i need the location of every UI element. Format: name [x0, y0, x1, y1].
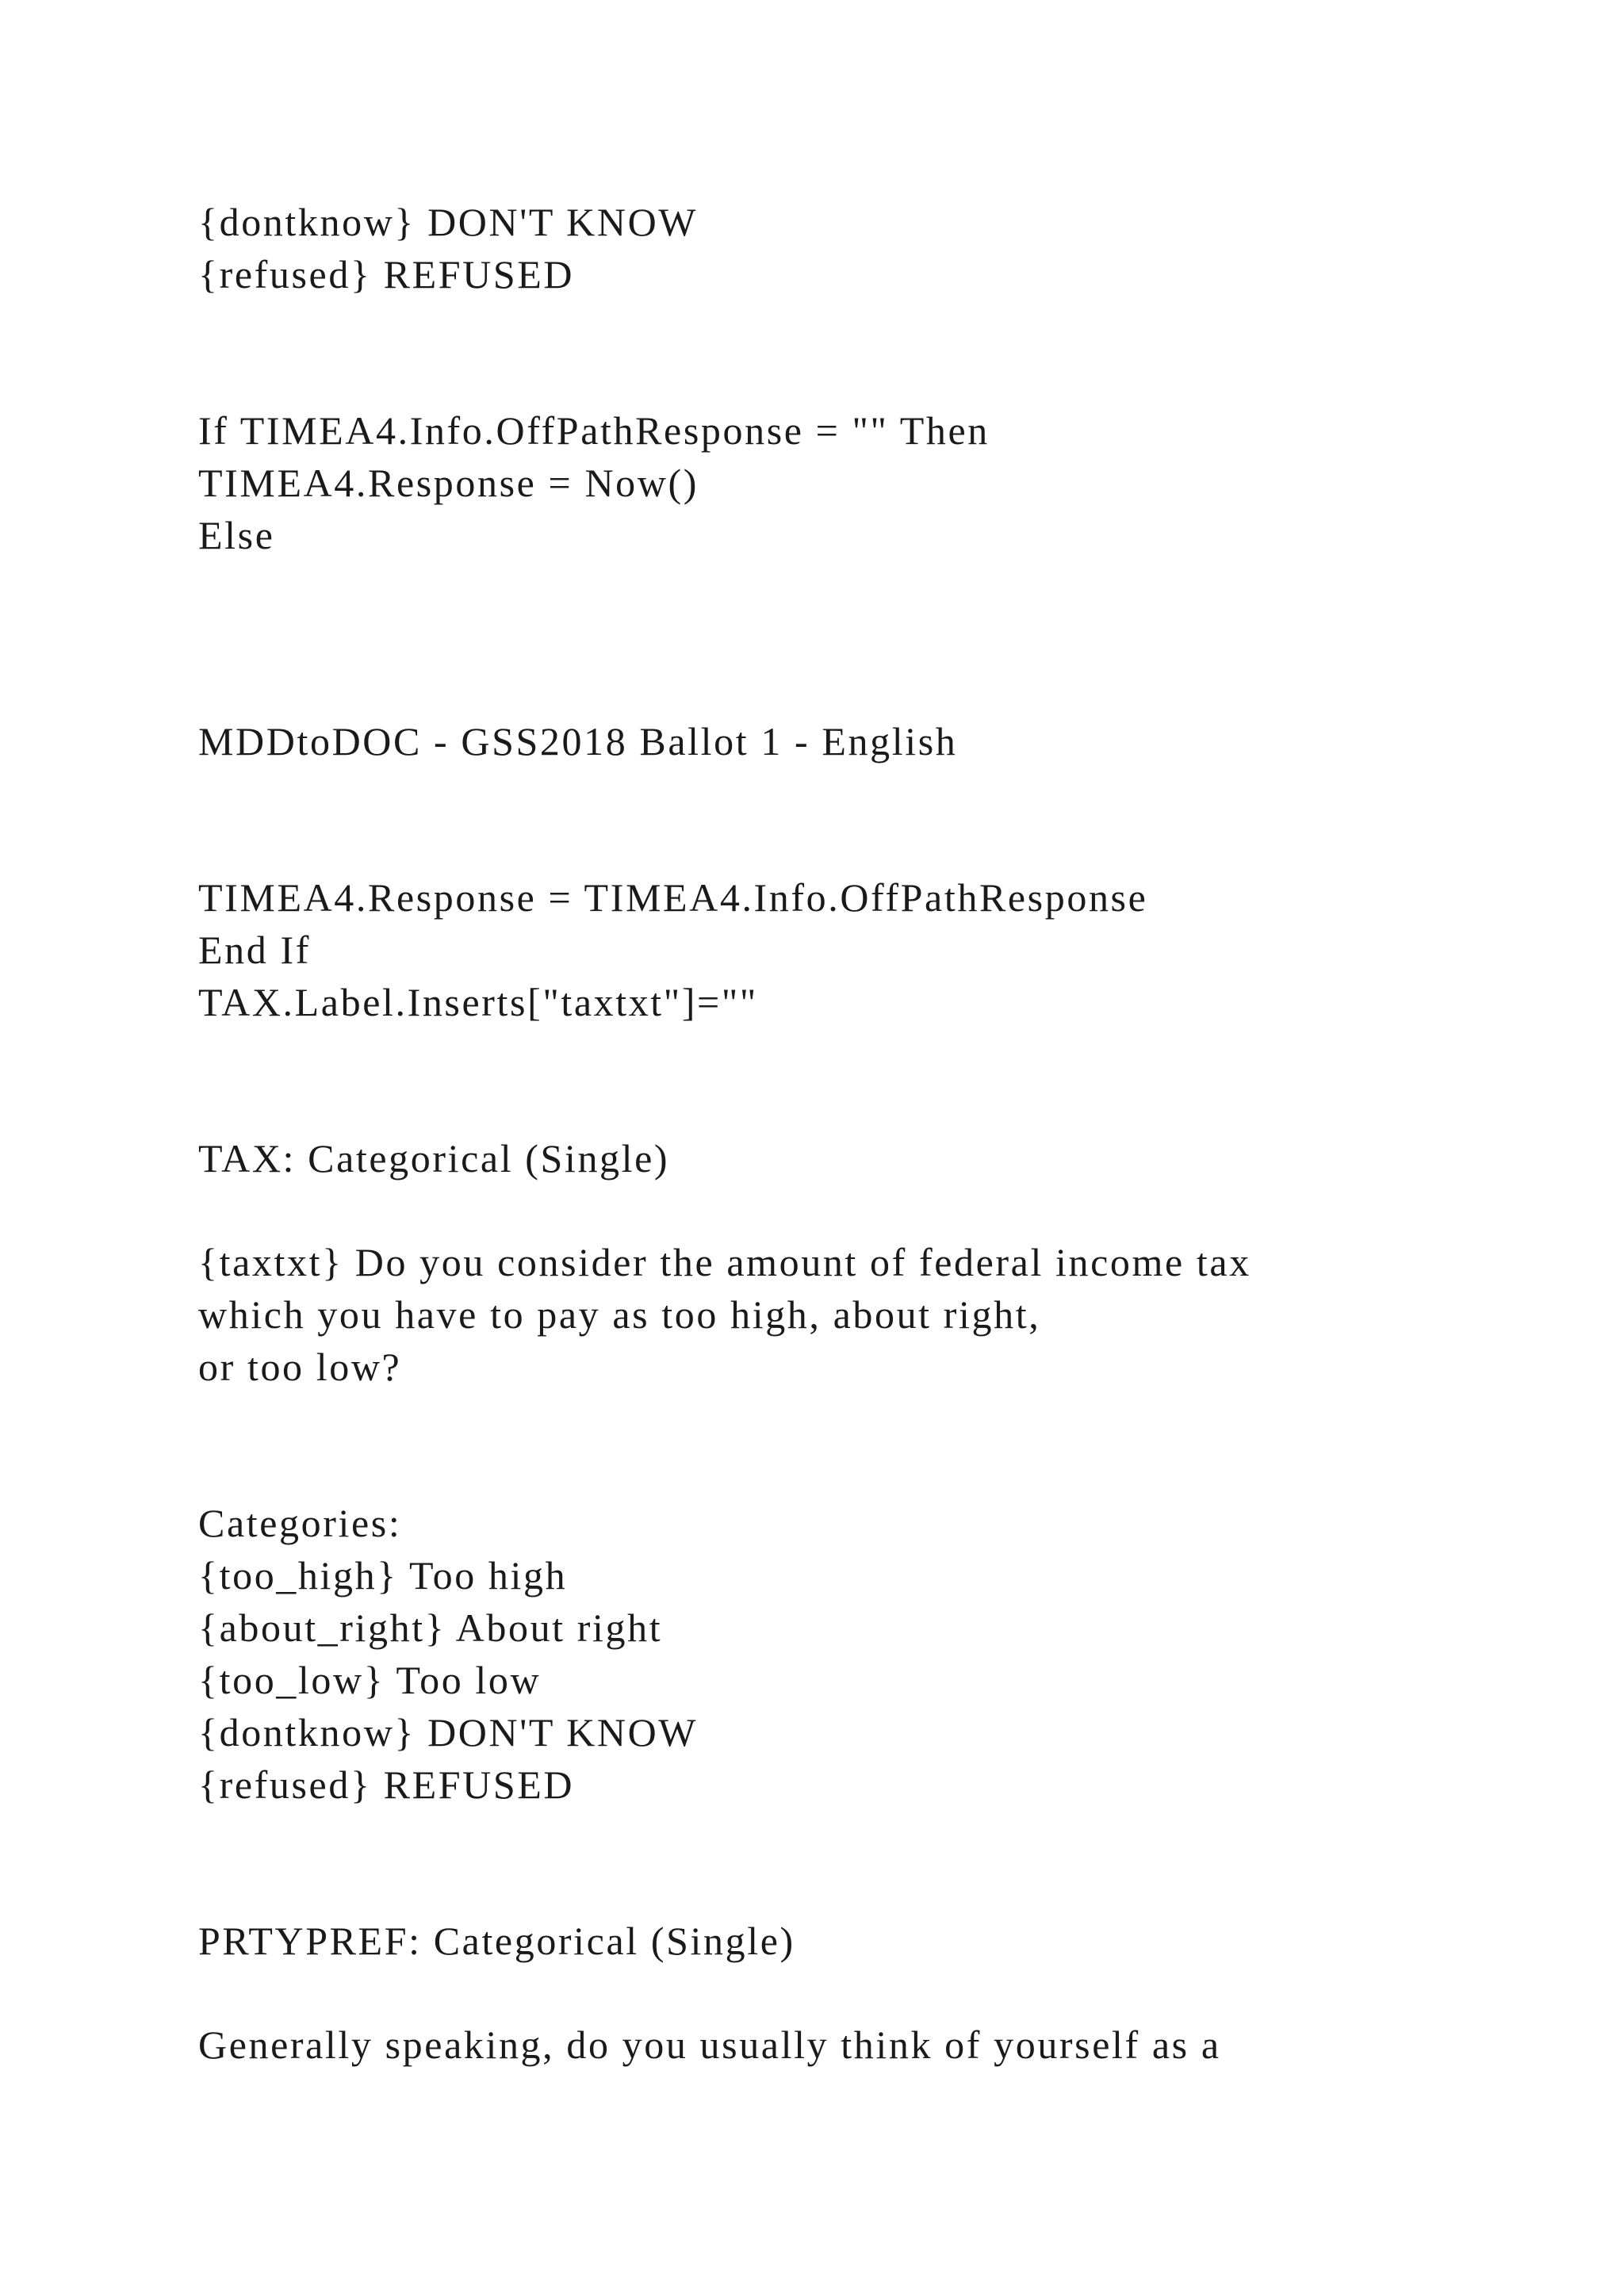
category-item: {refused} REFUSED [198, 1762, 575, 1807]
script-line-offpath: TIMEA4.Response = TIMEA4.Info.OffPathResponse [198, 875, 1148, 920]
category-item: {dontknow} DON'T KNOW [198, 1710, 699, 1755]
script-line-response-now: TIMEA4.Response = Now() [198, 461, 699, 505]
question-text-line: or too low? [198, 1345, 402, 1389]
question-heading-prtypref: PRTYPREF: Categorical (Single) [198, 1919, 795, 1963]
script-line-if: If TIMEA4.Info.OffPathResponse = "" Then [198, 408, 990, 453]
question-text-line: Generally speaking, do you usually think of yourself as a [198, 2022, 1221, 2067]
category-item: {too_low} Too low [198, 1658, 542, 1702]
script-line-label-inserts: TAX.Label.Inserts["taxtxt"]="" [198, 980, 758, 1024]
script-line-endif: End If [198, 928, 311, 972]
question-text-line: which you have to pay as too high, about right, [198, 1292, 1041, 1337]
category-item: {too_high} Too high [198, 1553, 568, 1598]
document-header: MDDtoDOC - GSS2018 Ballot 1 - English [198, 719, 958, 763]
question-heading-tax: TAX: Categorical (Single) [198, 1136, 670, 1181]
categories-heading: Categories: [198, 1501, 402, 1545]
response-option-refused: {refused} REFUSED [198, 252, 575, 297]
category-item: {about_right} About right [198, 1605, 663, 1650]
script-line-else: Else [198, 513, 275, 557]
question-text-line: {taxtxt} Do you consider the amount of federal income tax [198, 1240, 1251, 1284]
response-option-dontknow: {dontknow} DON'T KNOW [198, 200, 699, 244]
